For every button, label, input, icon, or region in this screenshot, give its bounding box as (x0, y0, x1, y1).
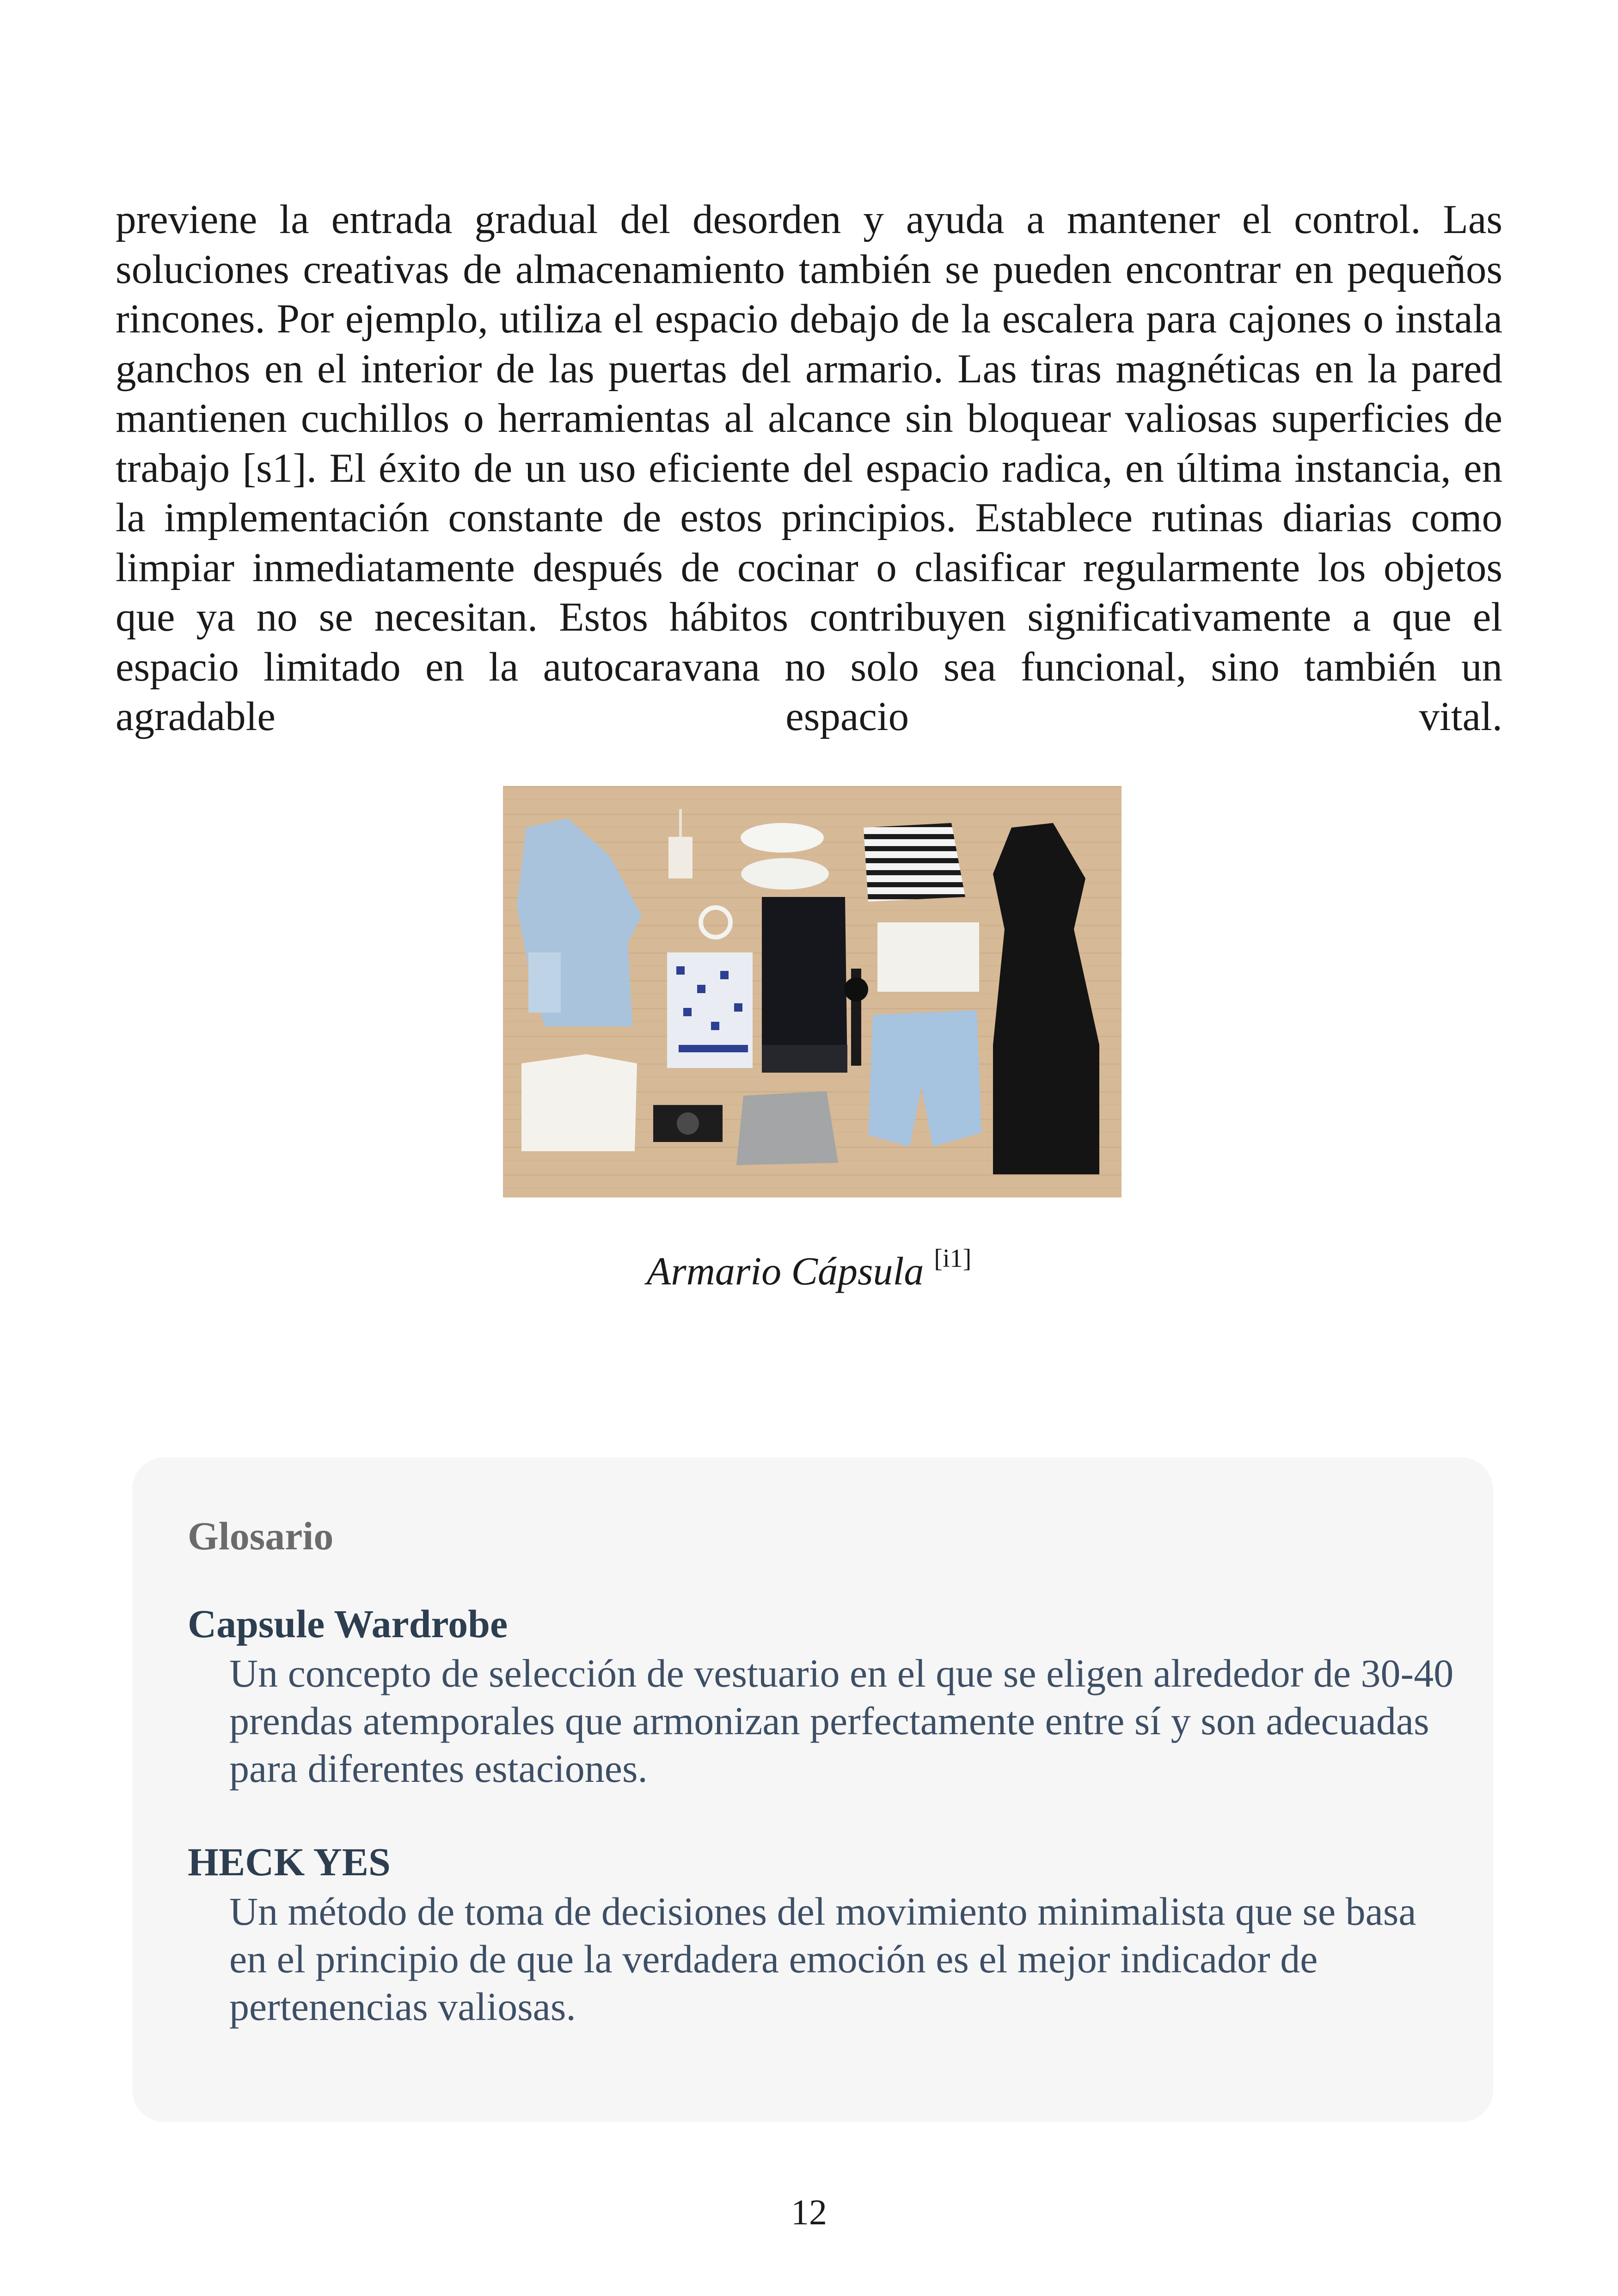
glossary-title: Glosario (188, 1514, 334, 1558)
body-paragraph: previene la entrada gradual del desorden y ayuda a mantener el control. Las soluciones creativas de almacenamiento también se pueden encontrar en pequeños rincones. Por ejemplo, utiliza el espacio debajo de la escalera para cajones o instala ganchos en el interior de las puertas del armario. Las tiras magnéticas en la pared mantienen cuchillos o herramientas al alcance sin bloquear valiosas superficies de trabajo [s1]. El éxito de un uso eficiente del espacio radica, en última instancia, en la implementación constante de estos principios. Establece rutinas diarias como limpiar inmediatamente después de cocinar o clasificar regularmente los objetos que ya no se necesitan. Estos hábitos contribuyen significativamente a que el espacio limitado en la autocaravana no solo sea funcional, sino también un agradable espacio vital. (116, 197, 1502, 739)
image-reference: [i1] (934, 1244, 972, 1273)
glossary-term: HECK YES (188, 1840, 391, 1884)
glossary-definition: Un método de toma de decisiones del movimiento minimalista que se basa en el principio de que la verdadera emoción es el mejor indicador de pertenencias valiosas. (229, 1889, 1416, 2029)
glossary-definition: Un concepto de selección de vestuario en el que se eligen alrededor de 30-40 prendas atemporales que armonizan perfectamente entre sí y son adecuadas para diferentes estaciones. (229, 1651, 1454, 1791)
caption-text: Armario Cápsula (646, 1249, 924, 1293)
figure-caption (0, 1235, 1618, 1294)
capsule-wardrobe-photo (503, 786, 1122, 1197)
glossary-term: Capsule Wardrobe (188, 1602, 508, 1646)
page-number: 12 (791, 2192, 827, 2232)
glossary-box (132, 1457, 1493, 2122)
